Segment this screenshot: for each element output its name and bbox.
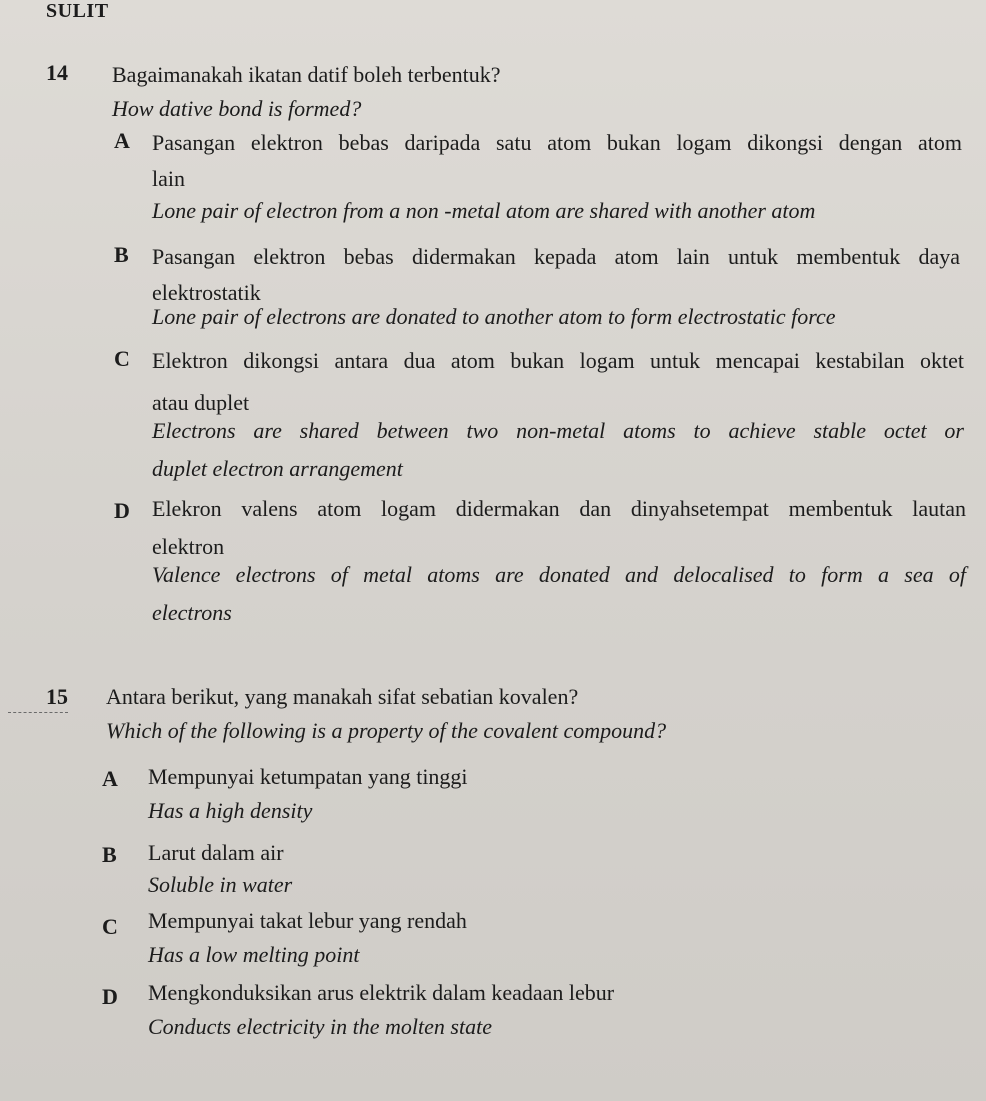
q14-option-d-malay-cont: elektron: [152, 534, 225, 559]
q15-option-a-malay: Mempunyai ketumpatan yang tinggi: [148, 764, 468, 789]
q15-option-d-letter[interactable]: D: [102, 984, 118, 1009]
q14-option-a-letter[interactable]: A: [114, 128, 130, 153]
question-15-english: Which of the following is a property of the covalent compound?: [106, 718, 667, 743]
question-14-malay: Bagaimanakah ikatan datif boleh terbentuk?: [112, 62, 501, 87]
q15-option-c-malay: Mempunyai takat lebur yang rendah: [148, 908, 467, 933]
q14-option-d-english: Valence electrons of metal atoms are donated and delocalised to form a sea of: [152, 562, 966, 587]
q14-option-a-malay: Pasangan elektron bebas daripada satu atom bukan logam dikongsi dengan atom: [152, 130, 962, 155]
question-15-number: 15: [46, 684, 68, 709]
q14-option-b-malay-cont: elektrostatik: [152, 280, 261, 305]
q14-option-c-letter[interactable]: C: [114, 346, 130, 371]
q14-option-d-malay: Elekron valens atom logam didermakan dan dinyahsetempat membentuk lautan: [152, 496, 966, 521]
q14-option-a-english: Lone pair of electron from a non -metal atom are shared with another atom: [152, 198, 816, 223]
q14-option-d-letter[interactable]: D: [114, 498, 130, 523]
q14-option-c-malay: Elektron dikongsi antara dua atom bukan logam untuk mencapai kestabilan oktet: [152, 348, 964, 373]
question-14-number: 14: [46, 60, 68, 85]
q14-option-c-english-cont: duplet electron arrangement: [152, 456, 403, 481]
q15-option-b-letter[interactable]: B: [102, 842, 117, 867]
q14-option-c-english: Electrons are shared between two non-metal atoms to achieve stable octet or: [152, 418, 964, 443]
q14-option-b-english: Lone pair of electrons are donated to another atom to form electrostatic force: [152, 304, 836, 329]
q14-option-b-letter[interactable]: B: [114, 242, 129, 267]
pencil-mark: [8, 712, 68, 741]
q15-option-a-english: Has a high density: [148, 798, 313, 823]
question-15-malay: Antara berikut, yang manakah sifat sebatian kovalen?: [106, 684, 579, 709]
q15-option-d-english: Conducts electricity in the molten state: [148, 1014, 492, 1039]
q15-option-d-malay: Mengkonduksikan arus elektrik dalam keadaan lebur: [148, 980, 615, 1005]
q14-option-d-english-cont: electrons: [152, 600, 232, 625]
q15-option-b-malay: Larut dalam air: [148, 840, 284, 865]
q14-option-b-malay: Pasangan elektron bebas didermakan kepada atom lain untuk membentuk daya: [152, 244, 960, 269]
q15-option-c-english: Has a low melting point: [148, 942, 360, 967]
q15-option-a-letter[interactable]: A: [102, 766, 118, 791]
q15-option-b-english: Soluble in water: [148, 872, 293, 897]
q14-option-a-malay-cont: lain: [152, 166, 185, 191]
q14-option-c-malay-cont: atau duplet: [152, 390, 250, 415]
q15-option-c-letter[interactable]: C: [102, 914, 118, 939]
question-14-english: How dative bond is formed?: [112, 96, 362, 121]
header-label: SULIT: [46, 0, 109, 22]
